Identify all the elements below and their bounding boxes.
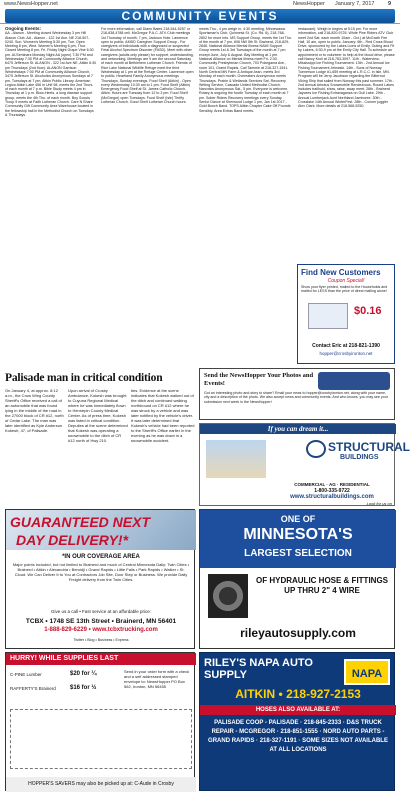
structural-buildings-ad[interactable] xyxy=(199,423,410,506)
structural-caption: If you can dream it... xyxy=(200,424,396,434)
ad-contact: Contact Eric at 218-821-1390 xyxy=(312,343,380,349)
riley-town-phone: AITKIN • 218-927-2153 xyxy=(235,687,361,701)
section-banner xyxy=(5,9,395,23)
events-column-3 xyxy=(199,27,292,247)
napa-logo: NAPA xyxy=(344,659,390,685)
tcbx-company: TCBX • 1748 SE 13th Street • Brainerd, MN 56401 xyxy=(25,618,177,625)
events-text: For more information, call Diann Bates 218-544-5257 or 218-838-4788 cell. McGregor P.A.C. ATV Club meetings 1st Thursday of month, 7 pm, Jackson Hole. Lawrence open to public. AMDD Caregiver Support Group - For caregivers of individuals with a diagnosed or suspected Fetal Alcohol Spectrum Disorder (FASD). Meet with other caregivers (adults only please) for support, understanding, and networking. Meetings are 9 am the second Saturday of each month at Bethlehem Lutheran Church. Friends of Rice Lake National Wildlife Refuge meet the third Wednesday at 1 pm at the Refuge Center. Lawrence open to public. Heartland Family Anonymous meetings Thursdays, Sunday evenings. Food Shelf (Aitkin) - Open every Wednesday 10:30 am to 1 pm. Food Shelf (Aitkin) Emergency Food Shelf at St. James Catholic Church, Aitkin. Hours are Tuesday from 12 to 3 pm. Food Shelf (McGregor) open Tuesdays. Food Shelf (Isle) Thrifty Lutheran Church. Good Shelf Lutheran Church hours. xyxy=(101,27,194,105)
ad-price: $0.16 xyxy=(354,305,382,317)
page-number: 9 xyxy=(388,1,392,7)
riley-title: RILEY'S NAPA AUTO SUPPLY xyxy=(204,657,313,681)
tcbx-footer: Give us a call • Fast service at an affordable price: xyxy=(50,609,152,614)
hurry-item2-price: $16 for ½ xyxy=(70,685,97,691)
riley-phone[interactable]: 218-927-2153 xyxy=(286,687,361,701)
send-title: Send the NewsHopper Your Photos and Events! xyxy=(204,372,314,387)
ad-title: Find New Customers xyxy=(301,268,381,277)
mn-site[interactable]: rileyautosupply.com xyxy=(240,626,356,640)
tcbx-headline-2: DAY DELIVERY!* xyxy=(16,532,129,548)
barn-photo xyxy=(206,440,266,478)
hurry-item1-price: $20 for ¼ xyxy=(70,671,97,677)
minnesota-hose-ad[interactable] xyxy=(199,509,395,649)
structural-tagline: Look for us on xyxy=(366,501,392,506)
paper-name: NewsHopper xyxy=(293,1,325,7)
tcbx-social: Twitter • Blog • Business • Express xyxy=(73,638,129,642)
tcbx-phone[interactable]: 1-888-829-6229 • www.tcbxtrucking.com xyxy=(44,627,158,633)
spacer xyxy=(199,250,294,264)
events-heading: Ongoing Events: xyxy=(5,26,41,31)
hurry-item2: RAFFERTY'S Brainerd xyxy=(10,686,56,691)
hurry-item1: C-PINE Lumber xyxy=(10,672,42,677)
ad-email[interactable]: hopper@crosbyironton.net xyxy=(319,351,373,356)
ad-body: Show your flyer printed, mailed to the Households and mailed for LESS than the price of direct mailing alone! xyxy=(301,285,388,294)
coupon-image xyxy=(308,303,348,329)
issue-date: January 7, 2017 xyxy=(335,1,375,7)
tcbx-area-title: *IN OUR COVERAGE AREA xyxy=(62,554,140,560)
events-column-2 xyxy=(101,27,194,366)
events-text: restaurant). Weigh in begins at 5:15 pm. For more information, call 218-820-9725. White Pine Riders ATV Club meet 2nd Sat. each month 10am - Oct.) at McGrath Fire Hall, 10 am, open to public. January: 6th - Red Cross Blood Drive, sponsored by the Lakes Lions of Emily. Outing and Fit by Lakers, 6:30-9 pm at the Emily City Hall. To schedule an appointment or to volunteer to help at the blood drive, please call Nancy Kroll at 218-763-3097. 11th - Waterview-Mississippi Ice Fishing Tournament. 13th - 2nd Annual Ice Fishing Tournament Jelewski. 14th - Sons of Norway Tuenerson Lodge #1-659 meeting at L.R.C.C. in Isle, MN. Program will be Jerry Jacobson regarding the Bitternut Viking Ship that sailed from Norway this past summer. 17th - 2nd Annual Arbutus Snowmobile Rendezvous, Round Lakes includes trailhold, show, raise, swap meet. 26th - Brainerd Jaycees Ice Fishing Extravaganza on Gull Lake. 29th - Annual Lumberjack Aunt Northland Jamboree. 30th - Crosslake 14th Annual WinterFest. 28th - Conner juggler Alex Clark: More details at 218-568-5250. xyxy=(298,27,395,109)
mn-line2: MINNESOTA'S xyxy=(243,526,353,543)
mn-body: OF HYDRAULIC HOSE & FITTINGS UP THRU 2" 4 WIRE xyxy=(256,576,388,595)
hurry-footer: HOPPER'S SAVERS may also be picked up at: C-Aude in Crosby xyxy=(6,777,196,792)
structural-sub: BUILDINGS xyxy=(340,454,379,461)
article-column-3: ties. Evidence at the scene indicates that Kokesh walked out of the ditch and continued walking northbound on CR #12 where he was struck by a vehicle and was later notified by the vehicle's driver. It was later determined that Kokesh's vehicle had been reported to the Sheriff's Office earlier in the evening as he was down in a snowmobile accident. xyxy=(131,388,195,443)
riley-town: AITKIN xyxy=(235,687,276,701)
find-customers-ad[interactable] xyxy=(297,264,395,364)
structural-phone: 1-800-335-9722 xyxy=(314,488,350,494)
riley-hoses: HOSES ALSO AVAILABLE AT: xyxy=(200,705,396,715)
riley-napa-ad[interactable] xyxy=(199,652,395,791)
hurry-title: HURRY! WHILE SUPPLIES LAST xyxy=(6,653,196,665)
tcbx-area-body: Major points included, but not limited to Brainerd and much of Central Minnesota Daily: Twin Cities • Brainerd • Aitkin • Alexandria • Bemidji • Grand Rapids • Little Falls • Park Rapids • Walker • St. Cloud. We Can Deliver It to You at Contractors Job Site, Door Step or Business. We provide Daily Freight delivery from the Twin Cities. xyxy=(12,562,190,582)
hurry-ad[interactable] xyxy=(5,652,195,791)
tcbx-headline-1: GUARANTEED NEXT xyxy=(10,514,151,530)
send-photos-ad[interactable] xyxy=(199,368,395,420)
mn-line3: LARGEST SELECTION xyxy=(244,548,352,559)
article-column-2: Upon arrival of Crosby Ambulance, Kokesh was brought to Cuyuna Regional Medical where he was immediately flown to Hennepin County Medical Center. As of press time, Kokesh was listed in critical condition. Deputies at the scene determined that Kokesh was operating a snowmobile to the ditch of CR #12 north of Hwy 210. xyxy=(68,388,128,443)
section-title: COMMUNITY EVENTS xyxy=(121,9,279,23)
mn-line1: ONE OF xyxy=(280,514,316,524)
article-headline: Palisade man in critical condition xyxy=(5,372,163,384)
events-text: meets Thu., 4 pm weigh in, 4:30 meeting, Minnewawa Sportsman's Club, Quinnesk St. (Co. Rd. 6), 218-768-2802 for more info. MS Support Group, meets the 1st Thu. of the month at 7 pm, 606 NW 5th St. Brainerd, 218-829-2846. National Alliance Mental Illness NAMI Support Group meets 1st & 3rd Tuesdays of the month at 7 pm except June, July & August. Bay Meeting at 1 pm. National Alliance on Mental Illness meet Fri. 2:30. Community Presbyterian Church, 703 Pokegama Ave., room 101, Grand Rapids. Call Tammie at 218-327-1541. North Central MN Farm & Antique Assn. meets 3rd Monday of each month. Overeaters Anonymous meets Thursdays. Prairie & Wetlands Services Sat. Recovery Writing Service, Cascade United Methodist Church. Narcotics Anonymous Sat., 5 pm. Everyone is welcome. Rotary is ongoing the fourth Tuesday of each month at 7 pm. Sober Riders Recovery meetings every Sunday. Senior Dance at Sherwood Lodge 1 pm, Jan 1st 2017 - Gold Bunch Band. TOPS Aitkin Chapter Cake Off Pounds Sensibly. Area Extras Band meets. xyxy=(199,27,292,113)
structural-lines: COMMERCIAL · AG · RESIDENTIAL xyxy=(294,482,370,487)
tcbx-ad[interactable] xyxy=(5,509,195,649)
hose-reel-image xyxy=(208,574,248,618)
article-column-1: On January 4, at approx. 8:12 a.m., the Crow Wing County Sheriff's Office received a call of an automobile that was found lying in the middle of the road in the 27000 block of CR #12, north of Cedar Lake. The man was later identified as Kyle Anderson Kokesh, 47, of Palisade. xyxy=(5,388,64,433)
structural-brand: STRUCTURAL xyxy=(328,440,410,454)
site-url[interactable]: www.NewsHopper.net xyxy=(4,1,58,7)
ad-subtitle: Coupon Special! xyxy=(327,278,365,284)
newspaper-icon xyxy=(318,372,390,390)
events-column-4 xyxy=(298,27,395,262)
structural-site[interactable]: www.structuralbuildings.com xyxy=(290,494,374,500)
structural-logo-icon xyxy=(306,440,326,458)
hurry-send-note: Send in your order form with a check and a self addressed stamped envelope to: NewsHopper PO Box 562, Ironton, MN 56455 xyxy=(124,669,190,689)
send-body: Got an interesting photo and story to share? Email your news to hopper@crosbyironton.net, along with your name, city and a description of the photo. We also accept news and community events. And who knows, you may see your submission next week in the NewsHopper! xyxy=(204,391,388,404)
events-column-1 xyxy=(5,27,97,366)
order-form-box[interactable] xyxy=(10,709,192,769)
events-text: AA - Alanon - Meeting closed Wednesday 3 pm Hill Alanon Club. AA - Alanon - 122 1st Ave. NE 218-507-0240. Sun. Women's Meeting 5:30 pm, Tue. Open Meeting 8 pm, Wed. Women's Meeting 6 pm, Thur. Closed Meeting 8 pm, Fri. Friday Night Grape Vine 6:30 pm. Al-Seminars Monday Night AA (open) 7:30 PM and Wednesday 7:30 PM at Community Alliance Church, 6475 Jefferson St. ALANON - 322 1st Ave NE, Aitkin 6:30 pm Thursdays (2nd floor). ALANON Garrison Wednesdays 7:00 PM at Community Alliance Church, 3475 Jefferson St. Alcoholics Anonymous Sundays at 7 pm, Tuesdays at 7 pm, Aitkin Public Library. American Legion Aitkin Lake 456 in Unit 98, meets the 2nd Thurs. of each month at 7 p.m. Bible Study meets 4 pm in Thursday at 1 p.m. Blow-Heels, a long disease support group, meets the 4th Thu. of each month. Boy Scouts Troop 9 meets at Faith Lutheran Church. Care N Share Community Gift Community Area Warehouse located in the fellowship hall in the Methodist Church on Tuesdays & Thursdays. xyxy=(5,31,97,117)
riley-locations: PALISADE COOP - PALISADE · 218-845-2333 · D&S TRUCK REPAIR - MCGREGOR · 218-851-1555 · NORD AUTO PARTS - GRAND RAPIDS · 218-327-1191 · SOME SIZES NOT AVAILABLE AT ALL LOCATIONS xyxy=(208,720,388,753)
